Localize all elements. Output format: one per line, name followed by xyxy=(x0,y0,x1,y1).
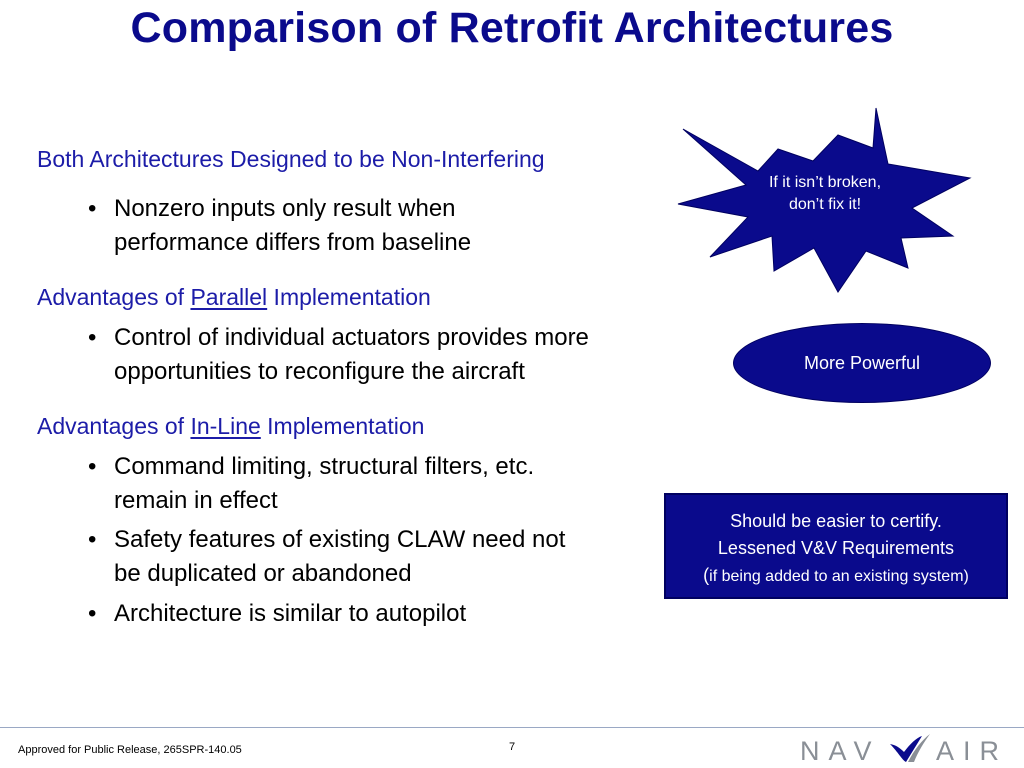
section-heading-in-line xyxy=(37,413,424,440)
starburst-text xyxy=(740,172,910,216)
bullet-marker: • xyxy=(88,526,97,553)
slide-title: Comparison of Retrofit Architectures xyxy=(130,4,894,52)
box-line: Should be easier to certify. xyxy=(730,511,942,531)
section-heading-non-interfering xyxy=(37,146,545,173)
oval-text: More Powerful xyxy=(803,352,921,373)
bullet-line: remain in effect xyxy=(114,487,278,514)
certify-callout-box xyxy=(664,493,1008,599)
box-small-text: if being added to an existing system) xyxy=(709,568,969,585)
bullet-marker: • xyxy=(88,195,97,222)
starburst-line: If it isn’t broken, xyxy=(768,174,882,191)
bullet-line: Safety features of existing CLAW need not xyxy=(114,526,566,553)
bullet-safety-features xyxy=(88,523,565,591)
starburst-line: don’t fix it! xyxy=(788,196,862,213)
heading-underlined-term: Parallel xyxy=(190,284,268,310)
logo-text-left: NAV xyxy=(800,736,881,766)
navair-logo xyxy=(798,730,1010,766)
bullet-marker: • xyxy=(88,600,97,627)
bullet-line: Control of individual actuators provides more xyxy=(114,324,589,351)
bullet-command-limiting xyxy=(88,450,534,518)
bullet-line: performance differs from baseline xyxy=(114,229,472,256)
bullet-nonzero-inputs xyxy=(88,192,471,260)
bullet-line: Nonzero inputs only result when xyxy=(114,195,456,222)
heading-text: Both Architectures Designed to be Non-Interfering xyxy=(37,146,545,172)
bullet-line: be duplicated or abandoned xyxy=(114,560,412,587)
bullet-line: Architecture is similar to autopilot xyxy=(114,600,467,627)
page-number: 7 xyxy=(508,741,516,753)
more-powerful-oval xyxy=(733,323,991,403)
bullet-line: Command limiting, structural filters, etc. xyxy=(114,453,535,480)
heading-underlined-term: In-Line xyxy=(190,413,261,439)
box-paren: ( xyxy=(703,565,710,585)
heading-prefix: Advantages of xyxy=(37,413,191,439)
bullet-line: opportunities to reconfigure the aircraft xyxy=(114,358,525,385)
logo-text-right: AIR xyxy=(936,736,1009,766)
bullet-marker: • xyxy=(88,324,97,351)
bullet-autopilot xyxy=(88,597,466,631)
heading-prefix: Advantages of xyxy=(37,284,191,310)
footer-divider xyxy=(0,727,1024,728)
heading-suffix: Implementation xyxy=(260,413,425,439)
release-note: Approved for Public Release, 265SPR-140.05 xyxy=(18,744,242,756)
bullet-marker: • xyxy=(88,453,97,480)
box-line xyxy=(666,562,1006,590)
heading-suffix: Implementation xyxy=(267,284,431,310)
section-heading-parallel xyxy=(37,284,431,311)
bullet-individual-actuators xyxy=(88,321,589,389)
box-line: Lessened V&V Requirements xyxy=(717,538,955,558)
